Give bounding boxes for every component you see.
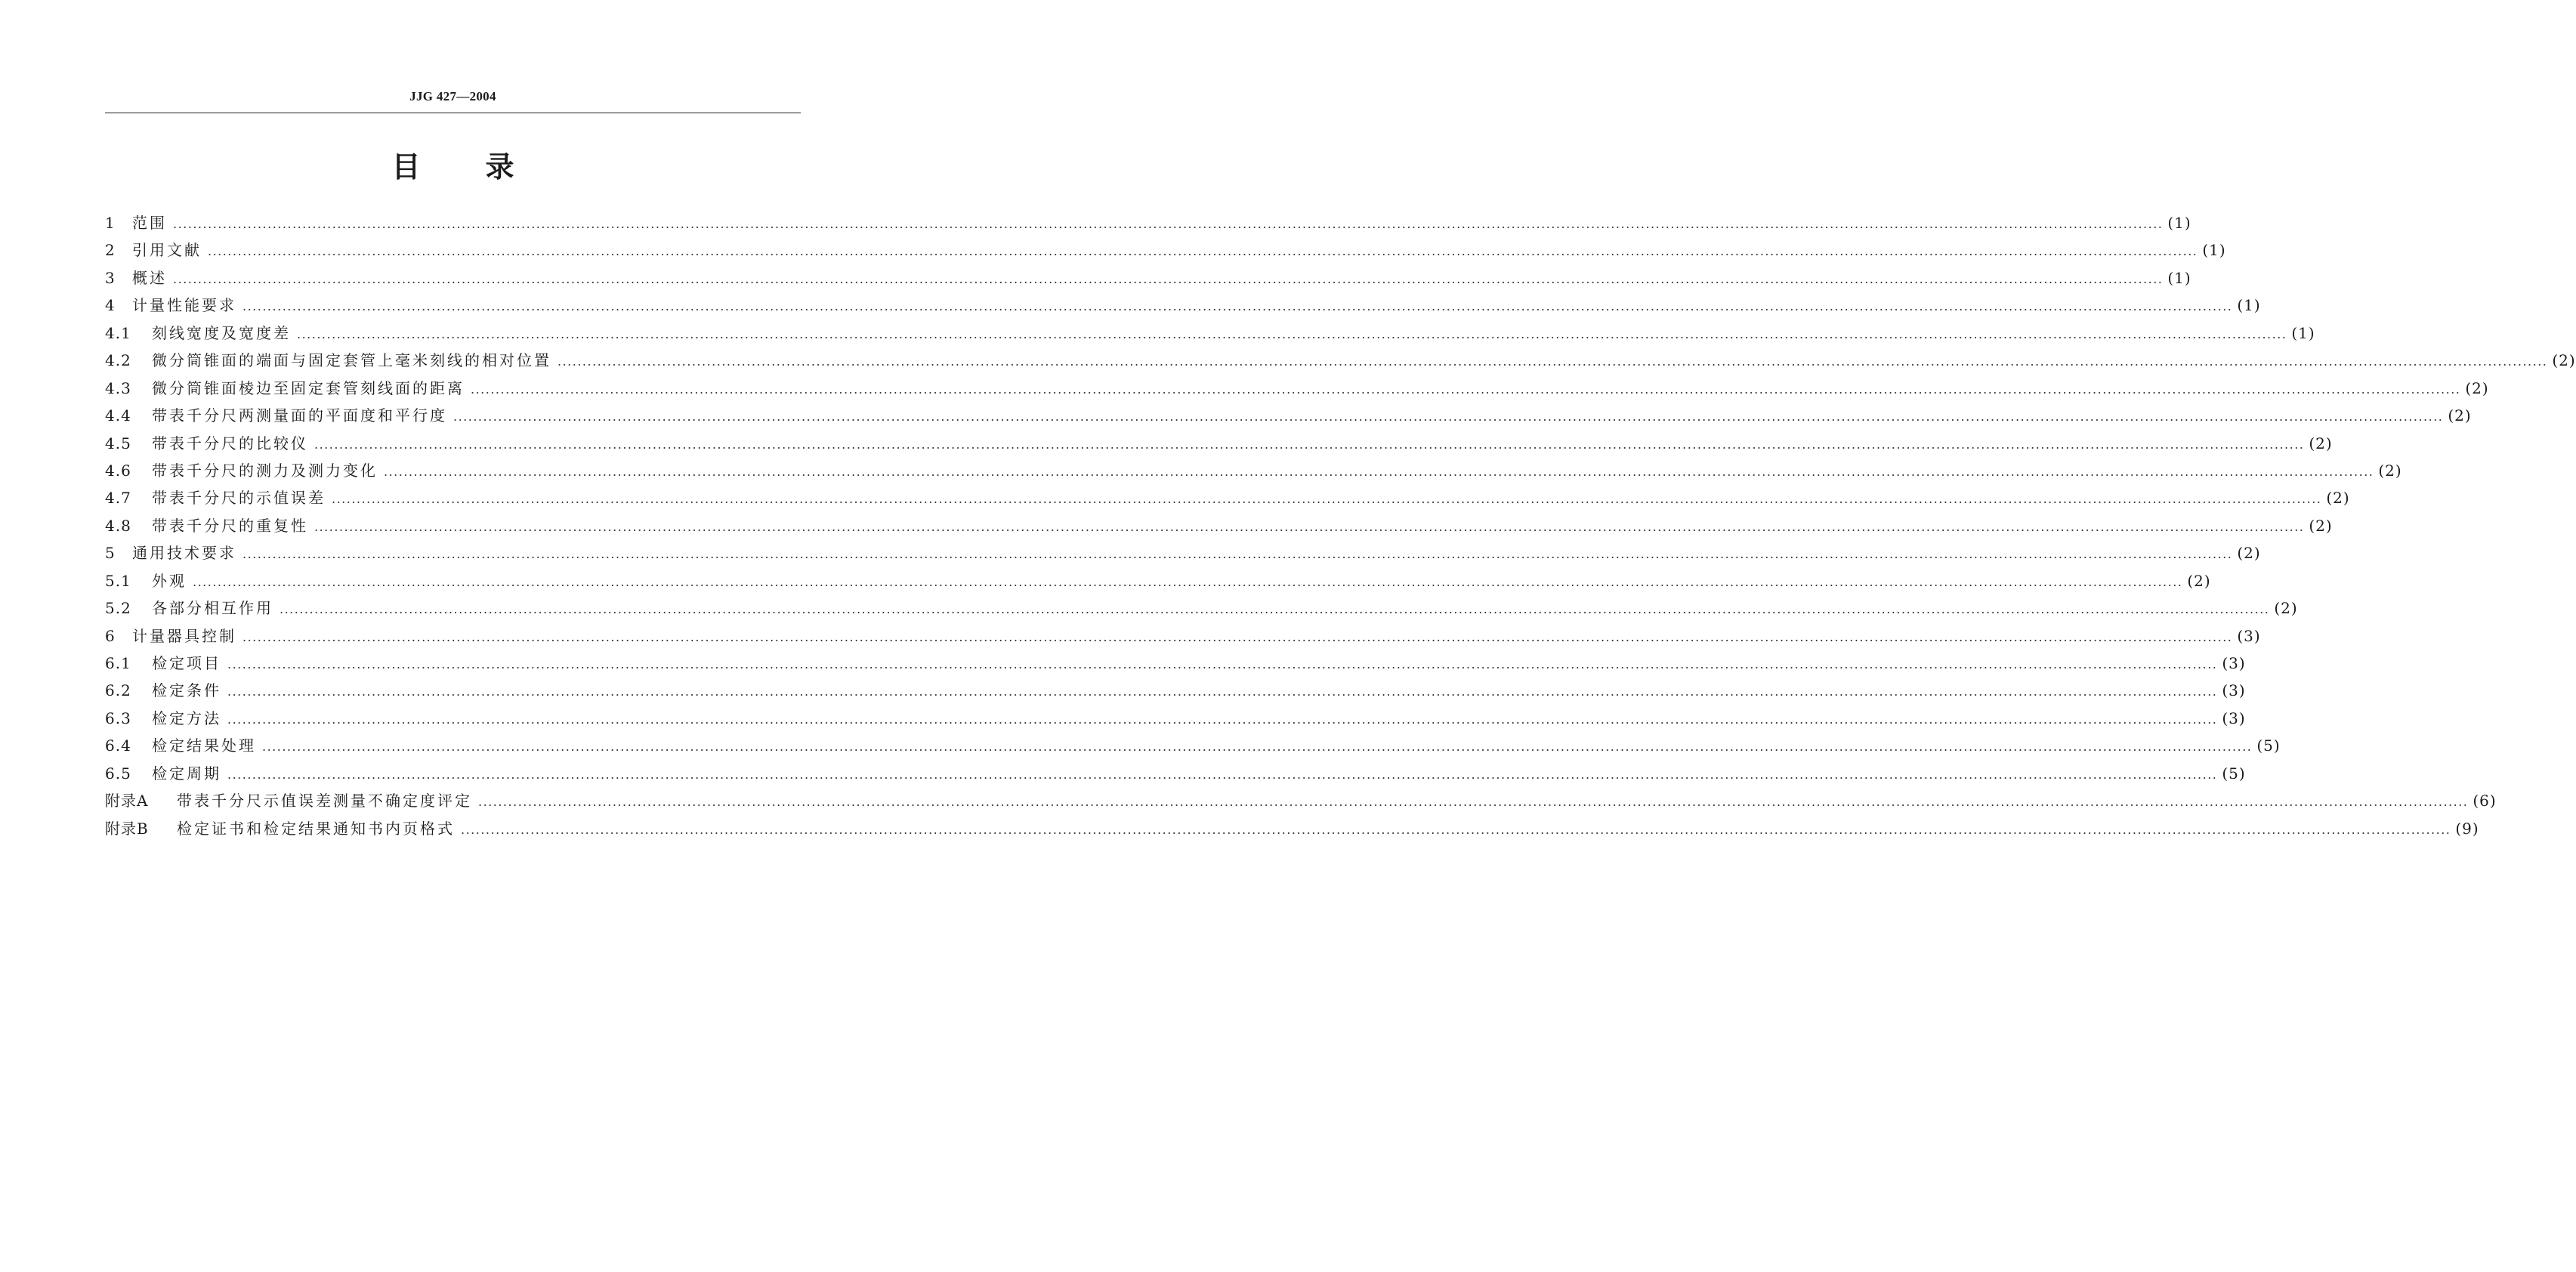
toc-entry-number: 4.5 bbox=[105, 434, 131, 452]
toc-entry[interactable] bbox=[105, 484, 2350, 511]
dot-leader: ................................................................................................................................................................................................................................................................................................................................................................................................................ bbox=[297, 326, 2287, 341]
toc-entry[interactable] bbox=[105, 209, 2191, 236]
toc-entry-number: 6.5 bbox=[105, 764, 131, 783]
dot-leader: ................................................................................................................................................................................................................................................................................................................................................................................................................ bbox=[227, 657, 2218, 672]
dot-leader: ................................................................................................................................................................................................................................................................................................................................................................................................................ bbox=[280, 602, 2270, 617]
toc-entry-page: (2) bbox=[2309, 516, 2333, 535]
toc-entry[interactable] bbox=[105, 512, 2333, 539]
toc-entry-label: 检定周期 bbox=[152, 764, 221, 783]
dot-leader: ................................................................................................................................................................................................................................................................................................................................................................................................................ bbox=[478, 795, 2469, 810]
toc-entry[interactable] bbox=[105, 402, 2472, 429]
toc-entry[interactable] bbox=[105, 292, 2261, 319]
toc-entry-label: 概述 bbox=[132, 268, 167, 287]
toc-entry-label: 带表千分尺的示值误差 bbox=[152, 489, 326, 508]
toc-entry-number: 4.1 bbox=[105, 323, 131, 342]
toc-entry-page: (1) bbox=[2167, 268, 2191, 287]
toc-entry[interactable] bbox=[105, 815, 2479, 842]
toc-entry-page: (1) bbox=[2202, 241, 2226, 260]
toc-entry-page: (3) bbox=[2222, 709, 2246, 727]
toc-entry-page: (2) bbox=[2378, 461, 2402, 480]
page-title bbox=[105, 148, 801, 186]
toc-entry[interactable] bbox=[105, 236, 2226, 264]
toc-entry-page: (1) bbox=[2237, 296, 2261, 315]
toc-entry[interactable] bbox=[105, 732, 2281, 759]
toc-entry-label: 范围 bbox=[132, 214, 167, 232]
toc-entry-page: (2) bbox=[2326, 489, 2350, 508]
dot-leader: ................................................................................................................................................................................................................................................................................................................................................................................................................ bbox=[227, 684, 2218, 699]
toc-entry-number: 6.3 bbox=[105, 709, 131, 727]
dot-leader: ................................................................................................................................................................................................................................................................................................................................................................................................................ bbox=[173, 271, 2164, 286]
toc-entry[interactable] bbox=[105, 787, 2497, 814]
toc-entry-label: 带表千分尺两测量面的平面度和平行度 bbox=[152, 406, 447, 425]
toc-entry-page: (2) bbox=[2274, 599, 2298, 618]
toc-entry-page: (9) bbox=[2455, 819, 2479, 838]
dot-leader: ................................................................................................................................................................................................................................................................................................................................................................................................................ bbox=[242, 299, 2233, 314]
toc-entry-page: (2) bbox=[2552, 351, 2576, 370]
toc-entry-number: 附录A bbox=[105, 792, 149, 810]
dot-leader: ................................................................................................................................................................................................................................................................................................................................................................................................................ bbox=[227, 767, 2218, 782]
toc-entry[interactable] bbox=[105, 264, 2191, 292]
toc-entry-number: 5 bbox=[105, 544, 116, 563]
dot-leader: ................................................................................................................................................................................................................................................................................................................................................................................................................ bbox=[314, 519, 2305, 534]
toc-entry-label: 检定方法 bbox=[152, 709, 221, 727]
toc-entry-label: 检定证书和检定结果通知书内页格式 bbox=[177, 819, 455, 838]
toc-entry-page: (1) bbox=[2167, 214, 2191, 232]
toc-entry-number: 1 bbox=[105, 214, 116, 232]
toc-entry-number: 2 bbox=[105, 241, 116, 260]
toc-entry-number: 3 bbox=[105, 268, 116, 287]
toc-entry-label: 带表千分尺的重复性 bbox=[152, 516, 308, 535]
title-char-1: 目 bbox=[391, 150, 421, 184]
toc-entry[interactable] bbox=[105, 539, 2261, 567]
toc-entry-number: 6.1 bbox=[105, 654, 131, 672]
toc-entry-label: 刻线宽度及宽度差 bbox=[152, 323, 291, 342]
dot-leader: ................................................................................................................................................................................................................................................................................................................................................................................................................ bbox=[384, 464, 2374, 479]
toc-entry-number: 4 bbox=[105, 296, 116, 315]
toc-entry-page: (5) bbox=[2256, 736, 2281, 755]
toc-entry[interactable] bbox=[105, 457, 2402, 484]
toc-entry-label: 计量器具控制 bbox=[132, 626, 236, 645]
dot-leader: ................................................................................................................................................................................................................................................................................................................................................................................................................ bbox=[471, 381, 2461, 397]
toc-entry-page: (2) bbox=[2465, 378, 2489, 397]
toc-entry-page: (2) bbox=[2309, 434, 2333, 452]
toc-entry-page: (3) bbox=[2222, 654, 2246, 672]
toc-entry-number: 6 bbox=[105, 626, 116, 645]
toc-entry-page: (2) bbox=[2448, 406, 2472, 425]
toc-entry-label: 计量性能要求 bbox=[132, 296, 236, 315]
toc-entry-page: (5) bbox=[2222, 764, 2246, 783]
toc-entry-label: 通用技术要求 bbox=[132, 544, 236, 563]
toc-entry[interactable] bbox=[105, 705, 2246, 732]
toc-entry-number: 5.2 bbox=[105, 599, 131, 618]
toc-entry-label: 各部分相互作用 bbox=[152, 599, 273, 618]
toc-entry-label: 检定条件 bbox=[152, 681, 221, 700]
toc-entry-label: 外观 bbox=[152, 571, 187, 590]
toc-entry-number: 附录B bbox=[105, 819, 149, 838]
toc-entry[interactable] bbox=[105, 594, 2298, 622]
toc-entry[interactable] bbox=[105, 430, 2333, 457]
dot-leader: ................................................................................................................................................................................................................................................................................................................................................................................................................ bbox=[558, 354, 2548, 369]
dot-leader: ................................................................................................................................................................................................................................................................................................................................................................................................................ bbox=[173, 217, 2164, 231]
toc-entry-label: 检定项目 bbox=[152, 654, 221, 672]
toc-entry[interactable] bbox=[105, 677, 2246, 704]
toc-entry-label: 带表千分尺示值误差测量不确定度评定 bbox=[177, 792, 472, 810]
dot-leader: ................................................................................................................................................................................................................................................................................................................................................................................................................ bbox=[262, 739, 2253, 755]
toc-entry-page: (2) bbox=[2187, 571, 2211, 590]
toc-entry[interactable] bbox=[105, 760, 2246, 787]
dot-leader: ................................................................................................................................................................................................................................................................................................................................................................................................................ bbox=[193, 574, 2183, 589]
toc-entry-number: 4.8 bbox=[105, 516, 131, 535]
toc-entry-number: 6.2 bbox=[105, 681, 131, 700]
toc-entry-number: 4.7 bbox=[105, 489, 131, 508]
title-char-2: 录 bbox=[485, 150, 514, 184]
toc-entry[interactable] bbox=[105, 650, 2246, 677]
toc-entry-page: (3) bbox=[2222, 681, 2246, 700]
dot-leader: ................................................................................................................................................................................................................................................................................................................................................................................................................ bbox=[227, 712, 2218, 727]
toc-entry[interactable] bbox=[105, 567, 2211, 594]
toc-entry-page: (2) bbox=[2237, 544, 2261, 563]
toc-entry-label: 微分筒锥面的端面与固定套管上毫米刻线的相对位置 bbox=[152, 351, 551, 370]
toc-entry-number: 4.3 bbox=[105, 378, 131, 397]
toc-entry-number: 4.6 bbox=[105, 461, 131, 480]
toc-entry-label: 引用文献 bbox=[132, 241, 202, 260]
toc-entry-page: (1) bbox=[2291, 323, 2315, 342]
toc-entry-number: 4.2 bbox=[105, 351, 131, 370]
toc-entry-page: (6) bbox=[2473, 792, 2497, 810]
toc-entry[interactable] bbox=[105, 375, 2489, 402]
dot-leader: ................................................................................................................................................................................................................................................................................................................................................................................................................ bbox=[242, 629, 2233, 644]
table-of-contents bbox=[105, 209, 2576, 842]
toc-entry-label: 带表千分尺的测力及测力变化 bbox=[152, 461, 378, 480]
toc-entry-label: 带表千分尺的比较仪 bbox=[152, 434, 308, 452]
toc-entry-number: 4.4 bbox=[105, 406, 131, 425]
toc-entry-number: 6.4 bbox=[105, 736, 131, 755]
dot-leader: ................................................................................................................................................................................................................................................................................................................................................................................................................ bbox=[242, 547, 2233, 562]
dot-leader: ................................................................................................................................................................................................................................................................................................................................................................................................................ bbox=[314, 437, 2305, 452]
dot-leader: ................................................................................................................................................................................................................................................................................................................................................................................................................ bbox=[208, 244, 2198, 259]
document-code-header: JJG 427—2004 bbox=[409, 89, 496, 103]
toc-entry[interactable] bbox=[105, 320, 2315, 347]
dot-leader: ................................................................................................................................................................................................................................................................................................................................................................................................................ bbox=[332, 492, 2322, 507]
toc-entry-label: 微分筒锥面棱边至固定套管刻线面的距离 bbox=[152, 378, 465, 397]
dot-leader: ................................................................................................................................................................................................................................................................................................................................................................................................................ bbox=[453, 409, 2444, 425]
toc-entry[interactable] bbox=[105, 622, 2261, 650]
toc-entry-label: 检定结果处理 bbox=[152, 736, 256, 755]
toc-entry-page: (3) bbox=[2237, 626, 2261, 645]
toc-entry-number: 5.1 bbox=[105, 571, 131, 590]
dot-leader: ................................................................................................................................................................................................................................................................................................................................................................................................................ bbox=[461, 822, 2451, 837]
toc-entry[interactable] bbox=[105, 347, 2576, 374]
